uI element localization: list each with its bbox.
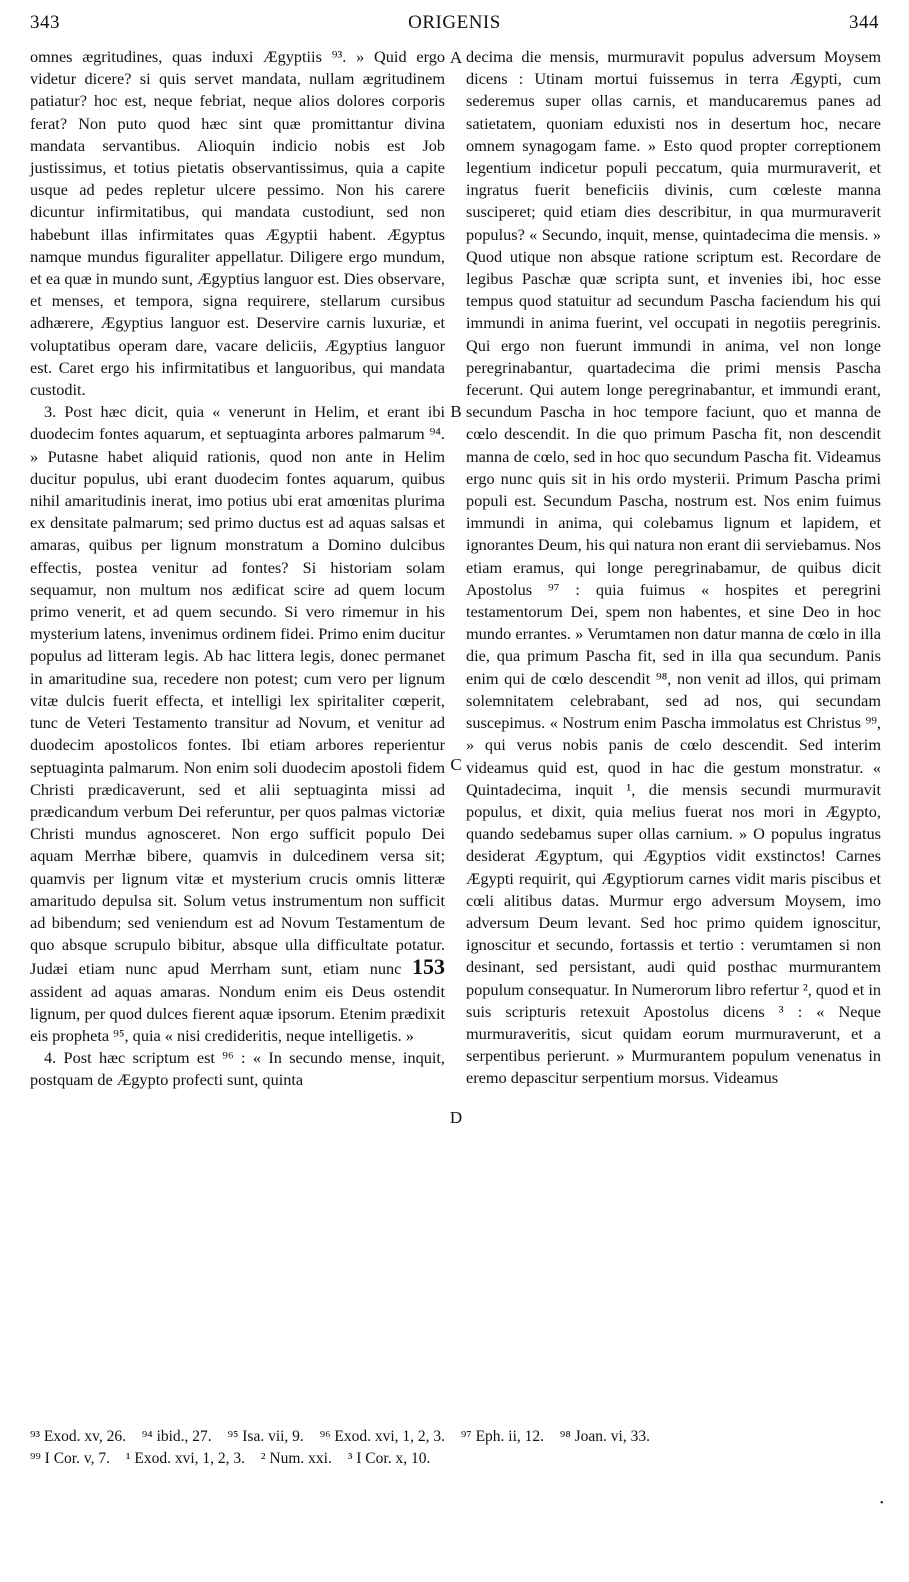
footnote-98: ⁹⁸ Joan. vi, 33. — [559, 1428, 650, 1445]
margin-marker-a: A — [449, 48, 463, 67]
print-speck: • — [880, 1498, 884, 1509]
left-paragraph-2 — [30, 401, 445, 1047]
footnote-96: ⁹⁶ Exod. xvi, 1, 2, 3. — [319, 1428, 446, 1445]
footnotes — [30, 1426, 879, 1470]
left-paragraph-3: 4. Post hæc scriptum est ⁹⁶ : « In secundo mense, inquit, postquam de Ægypto profecti sunt, quinta — [30, 1048, 445, 1090]
footnote-93: ⁹³ Exod. xv, 26. — [30, 1428, 127, 1445]
left-paragraph-2-tail: assident ad aquas amaras. Nondum enim eis Deus ostendit lignum, per quod dulces fierent aquæ ipsorum. Etenim prædixit eis propheta ⁹⁵, quia « nisi credideritis, neque intelligetis. » — [30, 981, 445, 1045]
footnote-99: ⁹⁹ I Cor. v, 7. — [30, 1450, 110, 1467]
column-number: 153 — [412, 954, 445, 980]
margin-marker-b: B — [450, 402, 462, 421]
footnote-line-1 — [30, 1426, 879, 1448]
margin-marker-c: C — [450, 755, 462, 774]
footnote-line-2 — [30, 1448, 879, 1470]
left-paragraph-1: omnes ægritudines, quas induxi Ægyptiis ⁹³. » Quid ergo videtur dicere? si quis servet mandata, nullam ægritudinem patiatur? hoc est, neque febriat, neque alios dolores corporis ferat? Non puto quod hæc sint quæ promittantur divina mandata servantibus. Alioquin indicio nobis est Job justissimus, et totius pietatis observantissimus, quia a capite usque ad pedes repletur ulcere pessimo. Non his carere dicuntur infirmitatibus, qui mandata custodiunt, sed non habebunt illas infirmitates quas Ægyptii habent. Ægyptus namque mundus figuraliter appellatur. Diligere ergo mundum, et ea quæ in mundo sunt, Ægyptius languor est. Dies observare, et menses, et tempora, signa requirere, stellarum cursibus adhærere, Ægyptius languor est. Deservire carnis luxuriæ, et voluptatibus operam dare, vacare deliciis, Ægyptius languor est. Caret ergo his infirmitatibus et languoribus, qui mandata custodit. — [30, 47, 445, 400]
right-column — [466, 46, 881, 1090]
footnote-1: ¹ Exod. xvi, 1, 2, 3. — [125, 1450, 246, 1467]
margin-marker-d: D — [449, 1108, 463, 1127]
running-header — [30, 12, 879, 38]
footnote-95: ⁹⁵ Isa. vii, 9. — [227, 1428, 304, 1445]
page-number-right: 344 — [849, 12, 879, 33]
footnote-2: ² Num. xxi. — [260, 1450, 332, 1467]
footnote-3: ³ I Cor. x, 10. — [347, 1450, 431, 1467]
page-number-left: 343 — [30, 12, 60, 33]
left-paragraph-2-text: 3. Post hæc dicit, quia « venerunt in Helim, et erant ibi duodecim fontes aquarum, et septuaginta arbores palmarum ⁹⁴. » Putasne habet aliquid rationis, quod non ante in Helim ducitur populus, ubi erant duodecim fontes aquarum, quibus nihil amaritudinis inerat, imo potius ubi erat amœnitas plurima ex densitate palmarum; sed primo ductus est ad aquas salsas et amaras, quibus per lignum monstratum a Domino dulcibus effectis, postea venitur ad fontes? Si historiam solam sequamur, non multum nos ædificat scire ad quem locum primo venerit, et ad quem secundo. Si vero rimemur in his mysterium latens, invenimus ordinem fidei. Primo enim ducitur populus ad litteram legis. Ab hac littera legis, donec permanet in amaritudine sua, recedere non potest; cum vero per lignum vitæ dulcis fuerit effecta, et intelligi lex spiritaliter cœperit, tunc de Veteri Testamento transitur ad Novum, et venitur ad duodecim apostolicos fontes. Ibi etiam arbores reperientur septuaginta palmarum. Non enim soli duodecim apostoli fidem Christi prædicaverunt, sed et alii septuaginta missi ad prædicandum verbum Dei referuntur, per quos palmas victoriæ Christi mundus agnosceret. Non ergo sufficit populo Dei aquam Merrhæ bibere, quamvis in dulcedinem versa sit; quamvis per lignum vitæ et mysterium crucis omnis litteræ amaritudo depulsa sit. Solum vetus instrumentum non sufficit ad bibendum; sed veniendum est ad Novum Testamentum de quo absque scrupulo bibitur, absque ulla difficultate potatur. Judæi etiam nunc apud Merrham sunt, etiam nunc — [30, 402, 445, 979]
right-paragraph-1: decima die mensis, murmuravit populus adversum Moysem dicens : Utinam mortui fuissemus in terra Ægypti, cum sederemus super ollas carnis, et manducaremus panes ad satietatem, quoniam eduxisti nos in desertum hoc, necare omnem synagogam fame. » Esto quod propter correptionem legentium indicetur populi peccatum, quia murmuraverit, et ingratus fuerit beneficiis divinis, cum cœleste manna susciperet; quid etiam dies describitur, in qua murmuraverit populus? « Secundo, inquit, mense, quintadecima die mensis. » Quod utique non absque ratione scriptum est. Recordare de legibus Paschæ quæ scripta sunt, et invenies ibi, hoc esse tempus quod statuitur ad secundum Pascha faciendum his qui immundi in anima fuerint, vel occupati in negotiis peregrinis. Qui ergo non fuerunt immundi in anima, vel non longe peregrinabantur, quartadecima die primi mensis Pascha fecerunt. Qui autem longe peregrinabantur, et immundi erant, secundum Pascha in hoc tempore faciunt, quo et manna de cœlo descendit. In die quo primum Pascha fit, non descendit manna de cœlo, sed in hoc quo secundum Pascha fit. Videamus ergo nunc quis sit in his ordo mysterii. Primum Pascha primi populi est. Secundum Pascha, nostrum est. Nos enim fuimus immundi in anima, qui colebamus lignum et lapidem, et ignorantes Deum, his qui natura non erant dii serviebamus. Nos etiam eramus, qui longe peregrinabamur, de quibus dicit Apostolus ⁹⁷ : quia fuimus « hospites et peregrini testamentorum Dei, spem non habentes, et sine Deo in hoc mundo errantes. » Verumtamen non datur manna de cœlo in illa die, qua primum Pascha fit, sed in illa qua secundum. Panis enim qui de cœlo descendit ⁹⁸, non venit ad illos, qui primam solemnitatem celebrabant, sed ad nos, qui secundam suscepimus. « Nostrum enim Pascha immolatus est Christus ⁹⁹, » qui verus nobis panis de cœlo descendit. Sed interim videamus quid est, quod in hac die gestum monstratur. « Quintadecima, inquit ¹, die mensis secundi murmuravit populus, et dixit, quia melius fuerat nos mori in Ægypto, quando sedebamus super ollas carnium. » O populus ingratus desiderat Ægyptum, qui Ægyptios vidit exstinctos! Carnes Ægypti requirit, qui Ægyptiorum carnes vidit maris piscibus et cœli alitibus datas. Murmur ergo adversum Moysem, imo adversum Deum levant. Sed hoc primo quidem ignoscitur, ignoscitur et secundo, fortassis et tertio : verumtamen si non desinant, sed persistant, audi quid posthac murmurantem populum consequatur. In Numerorum libro refertur ², quod et in suis scripturis retexuit Apostolus dicens ³ : « Neque murmuraveritis, sicut quidam eorum murmuraverunt, et a serpentibus perierunt. » Murmurantem populum venenatus in eremo depascitur serpentium morsus. Videamus — [466, 47, 881, 1088]
running-title: ORIGENIS — [408, 12, 501, 33]
footnote-97: ⁹⁷ Eph. ii, 12. — [460, 1428, 545, 1445]
footnote-94: ⁹⁴ ibid., 27. — [141, 1428, 212, 1445]
left-column — [30, 46, 445, 1092]
